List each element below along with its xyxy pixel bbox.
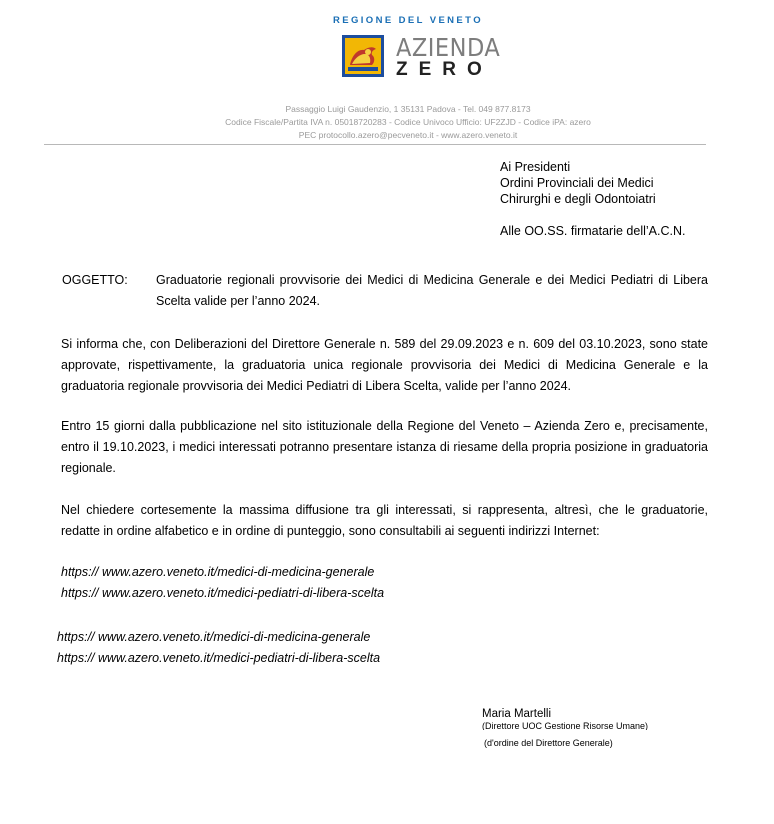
brand-azienda: AZIENDA [396,33,501,62]
contact-address: Passaggio Luigi Gaudenzio, 1 35131 Padova - Tel. 049 877.8173 [285,104,531,114]
contact-fiscal: Codice Fiscale/Partita IVA n. 05018720283 - Codice Univoco Ufficio: UF2ZJD - Codice iPA: azero [225,117,591,127]
lion-of-saint-mark-icon [342,35,384,77]
subject-block [62,270,708,312]
link-medicina-generale[interactable]: https:// www.azero.veneto.it/medici-di-medicina-generale [61,565,375,579]
subject-text: Graduatorie regionali provvisorie dei Medici di Medicina Generale e dei Medici Pediatri di Libera Scelta valide per l’anno 2024. [156,273,708,308]
body-paragraph-3: Nel chiedere cortesemente la massima diffusione tra gli interessati, si rappresenta, altresì, che le graduatorie, redatte in ordine alfabetico e in ordine di punteggio, sono consultabili ai seguenti indirizzi Internet: [61,503,708,538]
contact-pec: PEC protocollo.azero@pecveneto.it - www.azero.veneto.it [298,130,518,140]
recipient-unions: Alle OO.SS. firmatarie dell’A.C.N. [500,224,686,238]
body-paragraph-1: Si informa che, con Deliberazioni del Direttore Generale n. 589 del 29.09.2023 e n. 609 del 03.10.2023, sono state approvate, rispettivamente, la graduatoria unica regionale provvisoria dei Medici di Medicina Generale e la graduatoria regionale provvisoria dei Medici Pediatri di Libera Scelta, valide per l’anno 2024. [61,337,708,393]
contact-block [0,103,774,142]
link-medicina-generale-repeat[interactable]: https:// www.azero.veneto.it/medici-di-medicina-generale [57,630,371,644]
body-paragraph-2: Entro 15 giorni dalla pubblicazione nel sito istituzionale della Regione del Veneto – Azienda Zero e, precisamente, entro il 19.10.2023, i medici interessati potranno presentare istanza di riesame della propria posizione in graduatoria regionale. [61,419,708,475]
azienda-zero-logo [342,33,501,83]
link-pediatri-libera-scelta[interactable]: https:// www.azero.veneto.it/medici-pediatri-di-libera-scelta [61,586,385,600]
signatory-role: (Direttore UOC Gestione Risorse Umane) [482,721,649,730]
header-divider [44,144,706,145]
recipients-block [500,159,685,239]
recipient-line: Ordini Provinciali dei Medici [500,176,654,190]
brand-zero: ZERO [396,59,493,80]
signatory-name: Maria Martelli [482,708,552,720]
region-name: REGIONE DEL VENETO [332,15,483,26]
link-pediatri-libera-scelta-repeat[interactable]: https:// www.azero.veneto.it/medici-pediatri-di-libera-scelta [57,651,381,665]
subject-label: OGGETTO: [62,273,128,287]
recipient-line: Ai Presidenti [500,160,571,174]
signatory-delegation: (d'ordine del Direttore Generale) [484,738,613,748]
recipient-line: Chirurghi e degli Odontoiatri [500,192,656,206]
